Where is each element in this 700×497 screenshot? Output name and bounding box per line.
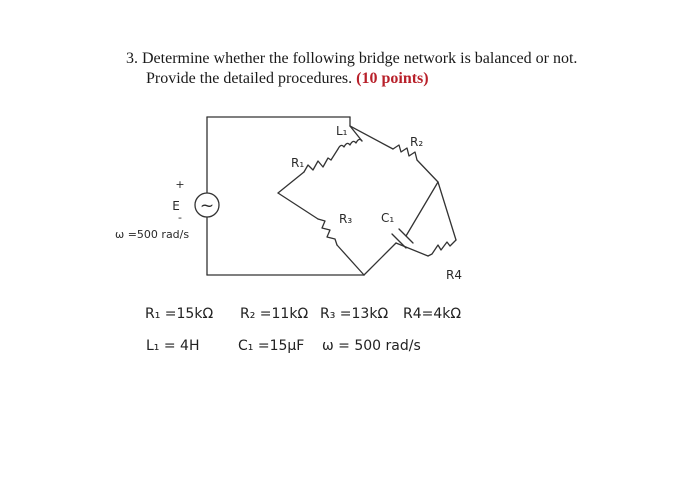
omega-label: ω =500 rad/s: [115, 228, 190, 241]
resistor-r3: [318, 219, 337, 245]
points-label: (10 points): [356, 70, 429, 87]
value-c1: C₁ =15μF: [238, 338, 305, 354]
r4-label: R4: [446, 268, 462, 282]
wire-c1-to-right-node: [406, 182, 438, 236]
value-r3: R₃ =13kΩ: [320, 306, 389, 322]
r1-label: R₁: [291, 156, 305, 170]
r2-label: R₂: [410, 135, 424, 149]
wire-r4-to-c1: [396, 243, 428, 256]
resistor-r1: [304, 158, 331, 172]
value-r2: R₂ =11kΩ: [240, 306, 309, 322]
wire-r2-to-right-node: [417, 160, 438, 182]
l1-label: L₁: [336, 124, 348, 138]
resistor-r4: [428, 240, 456, 256]
c1-label: C₁: [381, 211, 395, 225]
r3-label: R₃: [339, 212, 353, 226]
wire-right-node-to-r4: [438, 182, 456, 240]
wire-left-node-to-r1: [278, 172, 304, 193]
wire-r1-to-l1: [331, 149, 338, 160]
wire-l1-to-top: [350, 126, 362, 141]
question-prompt: Determine whether the following bridge network is balanced or not.: [142, 50, 578, 67]
value-r1: R₁ =15kΩ: [145, 306, 214, 322]
inductor-l1: [338, 139, 362, 149]
wire-left-node-to-r3: [278, 193, 318, 219]
ac-source-wave-icon: ~: [199, 196, 215, 216]
wire-bottom-to-parallel: [364, 243, 396, 275]
value-omega: ω = 500 rad/s: [322, 338, 421, 354]
value-l1: L₁ = 4H: [146, 338, 200, 354]
wire-r3-to-bottom: [337, 245, 364, 275]
source-e-label: E: [172, 199, 180, 213]
wire-top-to-r2: [350, 126, 393, 149]
question-instruction: Provide the detailed procedures.: [146, 70, 353, 87]
source-minus-label: -: [178, 211, 182, 224]
source-plus-label: +: [175, 178, 185, 191]
question-number: 3.: [126, 50, 138, 67]
value-r4: R4=4kΩ: [403, 306, 462, 322]
